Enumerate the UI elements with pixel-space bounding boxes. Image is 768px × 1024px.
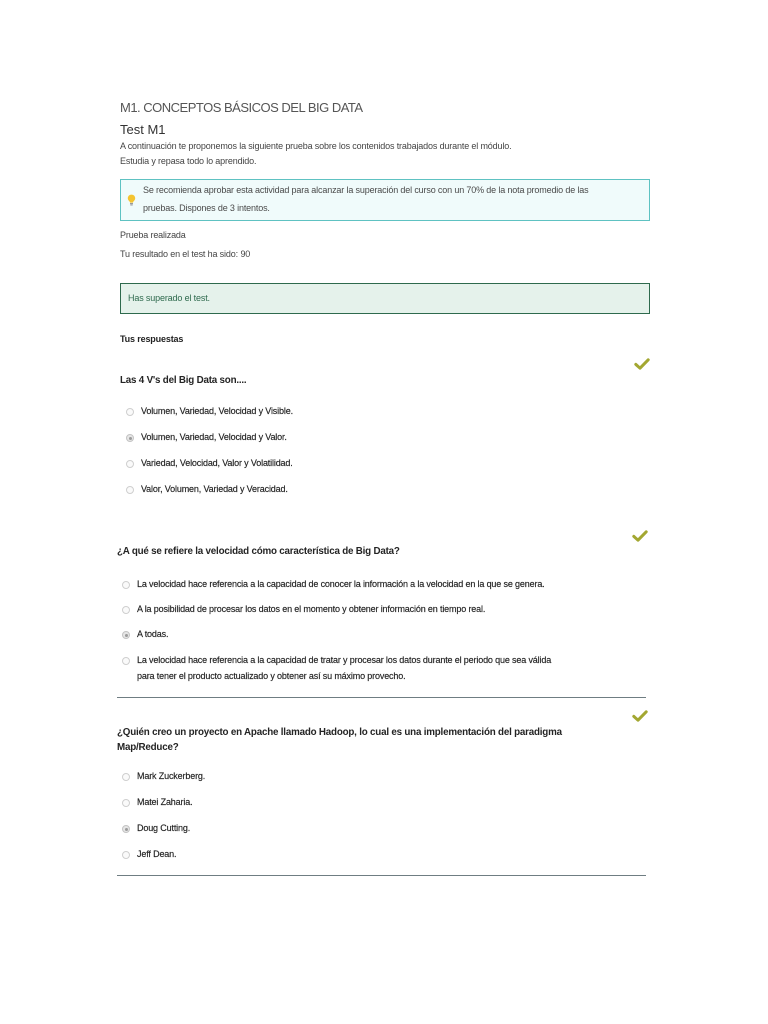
radio-button[interactable] [122, 825, 130, 833]
radio-button[interactable] [122, 581, 130, 589]
divider [117, 875, 646, 876]
divider [117, 697, 646, 698]
info-notice-text: pruebas. Dispones de 3 intentos. [143, 203, 270, 213]
answer-option-label: Matei Zaharia. [137, 797, 193, 807]
radio-button[interactable] [126, 408, 134, 416]
check-icon [632, 529, 648, 541]
question-1 [117, 352, 650, 502]
lightbulb-icon [127, 193, 136, 205]
radio-button[interactable] [122, 851, 130, 859]
check-icon [632, 709, 648, 721]
answer-option-label: Jeff Dean. [137, 849, 177, 859]
answer-option[interactable] [117, 603, 650, 615]
answer-option[interactable] [117, 405, 650, 417]
answer-option[interactable] [117, 628, 650, 640]
answer-option[interactable] [117, 822, 650, 834]
score-label: Tu resultado en el test ha sido: [120, 249, 238, 259]
radio-button[interactable] [126, 460, 134, 468]
answer-option[interactable] [117, 796, 650, 808]
answer-option-label: A todas. [137, 629, 169, 639]
answer-option[interactable] [117, 457, 650, 469]
check-icon [634, 357, 650, 369]
radio-button[interactable] [122, 657, 130, 665]
success-message: Has superado el test. [128, 293, 210, 303]
score-value: 90 [240, 249, 251, 259]
radio-button[interactable] [122, 631, 130, 639]
answer-option[interactable] [117, 578, 650, 590]
answer-option-label: Doug Cutting. [137, 823, 191, 833]
answer-option[interactable] [117, 654, 650, 682]
answer-option[interactable] [117, 431, 650, 443]
answer-option-label: Volumen, Variedad, Velocidad y Visible. [141, 406, 293, 416]
question-2 [117, 524, 650, 699]
radio-button[interactable] [126, 434, 134, 442]
intro-text: A continuación te proponemos la siguiente prueba sobre los contenidos trabajados durante el módulo. [120, 141, 512, 151]
module-title: M1. CONCEPTOS BÁSICOS DEL BIG DATA [120, 100, 363, 115]
radio-button[interactable] [122, 773, 130, 781]
question-text: ¿A qué se refiere la velocidad cómo característica de Big Data? [117, 546, 400, 557]
answer-option-label: Mark Zuckerberg. [137, 771, 206, 781]
answer-option-label: A la posibilidad de procesar los datos en el momento y obtener información en tiempo real. [137, 604, 486, 614]
question-3 [117, 704, 650, 877]
answer-option[interactable] [117, 770, 650, 782]
intro-text: Estudia y repasa todo lo aprendido. [120, 156, 257, 166]
question-text: Las 4 V's del Big Data son.... [120, 375, 247, 386]
radio-button[interactable] [122, 799, 130, 807]
answer-option-label: Volumen, Variedad, Velocidad y Valor. [141, 432, 287, 442]
answer-option[interactable] [117, 483, 650, 495]
radio-button[interactable] [126, 486, 134, 494]
page-title: Test M1 [120, 122, 166, 137]
score-line [120, 248, 250, 260]
info-notice [120, 179, 650, 221]
answers-heading: Tus respuestas [120, 334, 184, 344]
question-text: Map/Reduce? [117, 742, 179, 753]
question-text: ¿Quién creo un proyecto en Apache llamado Hadoop, lo cual es una implementación del paradigma [117, 727, 562, 738]
attempt-status: Prueba realizada [120, 230, 186, 240]
answer-option-label: Valor, Volumen, Variedad y Veracidad. [141, 484, 288, 494]
answer-option-label: La velocidad hace referencia a la capacidad de conocer la información a la velocidad en la que se genera. [137, 579, 545, 589]
info-notice-text: Se recomienda aprobar esta actividad para alcanzar la superación del curso con un 70% de la nota promedio de las [143, 185, 589, 195]
answer-option[interactable] [117, 848, 650, 860]
answer-option-label: Variedad, Velocidad, Valor y Volatilidad. [141, 458, 293, 468]
success-alert [120, 283, 650, 314]
answer-option-label: para tener el producto actualizado y obtener así su máximo provecho. [137, 671, 406, 681]
radio-button[interactable] [122, 606, 130, 614]
answer-option-label: La velocidad hace referencia a la capacidad de tratar y procesar los datos durante el periodo que sea válida [137, 655, 552, 665]
